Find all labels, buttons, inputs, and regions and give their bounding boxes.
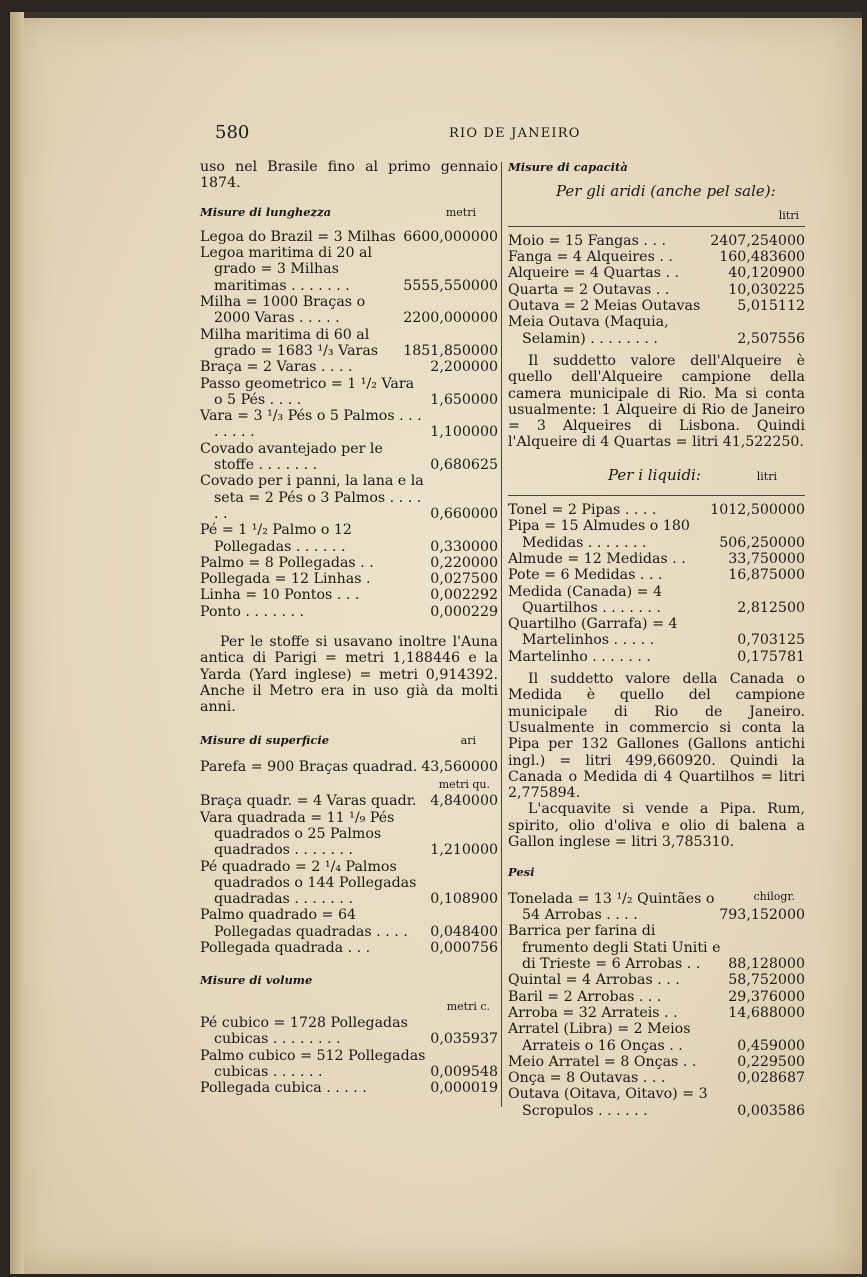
right-column	[508, 159, 805, 1119]
measure-name: Palmo quadrado = 64 Pollegadas quadradas . . . .	[200, 907, 408, 940]
measure-value: 10,030225	[728, 281, 805, 298]
measure-value: 160,483600	[719, 249, 805, 266]
measure-name: Palmo = 8 Pollegadas . .	[200, 554, 374, 571]
unit-label: litri	[778, 208, 799, 222]
measure-name: Milha maritima di 60 al grado = 1683 ¹/₃ Varas	[200, 326, 379, 359]
page-number: 580	[215, 122, 250, 143]
table-row	[508, 518, 805, 551]
measure-name: Legoa maritima di 20 al grado = 3 Milhas maritimas . . . . . . .	[200, 245, 372, 294]
measure-table	[508, 502, 805, 665]
divider	[508, 226, 805, 227]
measure-name: Pipa = 15 Almudes o 180 Medidas . . . . . . .	[508, 518, 690, 551]
measure-value: 0,000019	[430, 1080, 498, 1097]
table-row	[200, 441, 498, 474]
section-heading	[508, 159, 805, 175]
table-row	[200, 604, 498, 620]
note-paragraph: Il suddetto valore della Canada o Medida è quello del campione municipale di Rio de Janeiro. Usualmente in commercio si conta la Pipa per 132 Gallones (Gallons antichi ingl.) = litri 499,660920. Quindi la Canada o Medida di 4 Quartilhos = litri 2,775894.	[508, 671, 805, 802]
section-title: Misure di lunghezza	[200, 204, 332, 219]
table-row	[200, 859, 498, 908]
measure-name: Meio Arratel = 8 Onças . .	[508, 1053, 697, 1070]
measure-table	[508, 233, 805, 347]
table-row	[508, 265, 805, 281]
table-row	[200, 1048, 498, 1081]
table-row	[508, 567, 805, 583]
table-row	[200, 473, 498, 522]
measure-value: 0,028687	[737, 1070, 805, 1087]
table-row	[508, 1005, 805, 1021]
measure-value: 5555,550000	[403, 277, 498, 294]
measure-value: 16,875000	[728, 567, 805, 584]
measure-name: Pollegada cubica . . . . .	[200, 1080, 367, 1097]
table-row	[508, 233, 805, 249]
measure-name: Moio = 15 Fangas . . .	[508, 232, 666, 249]
table-row	[508, 1086, 805, 1119]
measure-value: 1012,500000	[710, 502, 805, 519]
measure-value: 29,376000	[728, 988, 805, 1005]
table-row	[200, 376, 498, 409]
measure-table	[200, 793, 498, 956]
table-row	[200, 810, 498, 859]
measure-name: Medida (Canada) = 4 Quartilhos . . . . . . .	[508, 583, 663, 616]
table-row	[200, 327, 498, 360]
measure-name: Pé cubico = 1728 Pollegadas cubicas . . . . . . . .	[200, 1014, 408, 1048]
measure-value: 0,108900	[430, 891, 498, 908]
measure-value: 0,660000	[430, 505, 498, 522]
table-row	[508, 1070, 805, 1086]
note-paragraph: L'acquavite si vende a Pipa. Rum, spirito, olio d'oliva e olio di balena a Gallon inglese = litri 3,785310.	[508, 801, 805, 850]
table-row	[200, 571, 498, 587]
table-row	[200, 555, 498, 571]
measure-name: Quartilho (Garrafa) = 4 Martelinhos . . . . .	[508, 616, 678, 649]
measure-value: 5,015112	[737, 298, 805, 315]
intro-text: uso nel Brasile fino al primo gennaio 1874.	[200, 159, 498, 192]
table-row	[200, 245, 498, 294]
measure-value: 0,009548	[430, 1063, 498, 1080]
top-edge	[10, 12, 862, 18]
section-title: Misure di superficie	[200, 732, 330, 747]
measure-value: 2407,254000	[710, 232, 805, 249]
measure-name: Outava = 2 Meias Outavas	[508, 298, 701, 315]
measure-name: Barrica per farina di frumento degli Stati Uniti e di Trieste = 6 Arrobas . .	[508, 923, 721, 973]
section-heading	[508, 864, 805, 880]
measure-name: Almude = 12 Medidas . .	[508, 550, 686, 567]
measure-name: Braça quadr. = 4 Varas quadr.	[200, 793, 417, 810]
measure-name: Palmo cubico = 512 Pollegadas cubicas . . . . . .	[200, 1047, 426, 1080]
measure-name: Quintal = 4 Arrobas . . .	[508, 972, 680, 989]
table-row	[200, 759, 498, 775]
table-row	[508, 1054, 805, 1070]
measure-name: Parefa = 900 Braças quadrad.	[200, 758, 418, 775]
table-row	[508, 1021, 805, 1054]
measure-value: 0,035937	[430, 1031, 498, 1048]
unit-label: chilogr.	[753, 889, 795, 903]
table-row	[508, 989, 805, 1005]
measure-value: 14,688000	[728, 1004, 805, 1021]
measure-name: Outava (Oitava, Oitavo) = 3 Scropulos . . . . . .	[508, 1086, 708, 1119]
measure-value: 1,650000	[430, 391, 498, 408]
table-row	[200, 907, 498, 940]
table-row	[200, 229, 498, 245]
table-row	[508, 249, 805, 265]
column-rule	[501, 162, 502, 1107]
measure-table	[200, 229, 498, 620]
subsection-heading	[508, 183, 805, 199]
measure-value: 33,750000	[728, 550, 805, 567]
table-row	[508, 551, 805, 567]
table-row	[508, 972, 805, 988]
section-heading	[200, 972, 498, 988]
table-row	[508, 616, 805, 649]
measure-value: 88,128000	[728, 956, 805, 973]
measure-name: Martelinho . . . . . . .	[508, 648, 651, 665]
section-heading	[200, 732, 498, 749]
measure-name: Alqueire = 4 Quartas . .	[508, 265, 680, 282]
section-title: Pesi	[508, 865, 535, 880]
measure-name: Arratel (Libra) = 2 Meios Arrateis o 16 Onças . .	[508, 1021, 691, 1054]
measure-name: Fanga = 4 Alqueires . .	[508, 249, 673, 266]
table-row	[508, 502, 805, 518]
measure-value: 0,003586	[737, 1102, 805, 1119]
table-row	[508, 584, 805, 617]
unit-label: litri	[756, 469, 777, 483]
measure-value: 0,000756	[430, 940, 498, 957]
table-row	[200, 940, 498, 956]
measure-value: 0,459000	[737, 1037, 805, 1054]
measure-name: Covado avantejado per le stoffe . . . . . . .	[200, 440, 383, 474]
measure-value: 2,200000	[430, 359, 498, 376]
measure-name: Covado per i panni, la lana e la seta = 2 Pés o 3 Palmos . . . . . .	[200, 473, 424, 522]
measure-name: Quarta = 2 Outavas . .	[508, 281, 670, 298]
section-heading	[200, 204, 498, 221]
measure-name: Braça = 2 Varas . . . .	[200, 359, 353, 376]
measure-name: Arroba = 32 Arrateis . .	[508, 1004, 678, 1021]
measure-value: 0,002292	[430, 587, 498, 604]
table-row	[508, 298, 805, 314]
table-row	[200, 1015, 498, 1048]
measure-value: 0,048400	[430, 923, 498, 940]
measure-value: 0,703125	[737, 632, 805, 649]
measure-name: Passo geometrico = 1 ¹/₂ Vara o 5 Pés . . . .	[200, 375, 415, 408]
binding-edge	[10, 12, 24, 1274]
measure-name: Ponto . . . . . . .	[200, 603, 305, 620]
measure-value: 2,507556	[737, 330, 805, 347]
subsection-heading	[508, 467, 805, 485]
table-row	[508, 923, 805, 972]
table-row	[200, 408, 498, 441]
measure-name: Pote = 6 Medidas . . .	[508, 567, 663, 584]
measure-value: 0,175781	[737, 648, 805, 665]
measure-name: Pollegada = 12 Linhas .	[200, 571, 371, 588]
measure-name: Pé quadrado = 2 ¹/₄ Palmos quadrados o 144 Pollegadas quadradas . . . . . . .	[200, 858, 417, 908]
unit-label: ari	[460, 733, 476, 747]
measure-value: 506,250000	[719, 534, 805, 551]
measure-value: 2200,000000	[403, 310, 498, 327]
unit-label: metri qu.	[438, 778, 490, 792]
measure-name: Milha = 1000 Braças o 2000 Varas . . . . .	[200, 294, 366, 327]
divider	[508, 495, 805, 496]
section-title: Misure di capacità	[508, 160, 628, 174]
measure-value: 0,229500	[737, 1053, 805, 1070]
table-row	[508, 649, 805, 665]
measure-name: Vara quadrada = 11 ¹/₉ Pés quadrados o 25 Palmos quadrados . . . . . . .	[200, 809, 395, 859]
measure-name: Tonel = 2 Pipas . . . .	[508, 502, 657, 519]
table-row	[200, 793, 498, 809]
measure-value: 1851,850000	[403, 342, 498, 359]
table-row	[508, 314, 805, 347]
measure-name: Meia Outava (Maquia, Selamin) . . . . . . . .	[508, 314, 669, 347]
measure-value: 1,210000	[430, 842, 498, 859]
unit-label: metri c.	[446, 999, 490, 1013]
measure-name: Pollegada quadrada . . .	[200, 940, 371, 957]
measure-table	[508, 891, 805, 1119]
subsection-title: Per gli aridi (anche pel sale):	[556, 182, 776, 201]
left-column	[200, 159, 498, 1096]
measure-name: Onça = 8 Outavas . . .	[508, 1070, 666, 1087]
table-row	[200, 587, 498, 603]
measure-value: 0,330000	[430, 538, 498, 555]
measure-table	[200, 1015, 498, 1096]
measure-value: 0,027500	[430, 571, 498, 588]
measure-value: 0,000229	[430, 603, 498, 620]
note-paragraph: Per le stoffe si usavano inoltre l'Auna antica di Parigi = metri 1,188446 e la Yarda (Yard inglese) = metri 0,914392. Anche il Metro era in uso già da molti anni.	[200, 634, 498, 716]
measure-name: Tonelada = 13 ¹/₂ Quintães o 54 Arrobas . . . .	[508, 890, 715, 924]
measure-name: Legoa do Brazil = 3 Milhas	[200, 228, 396, 245]
subsection-title: Per i liquidi:	[608, 465, 701, 484]
measure-value: 43,560000	[421, 758, 498, 775]
measure-value: 0,220000	[430, 554, 498, 571]
book-page	[10, 12, 862, 1274]
measure-value: 58,752000	[728, 972, 805, 989]
running-title: RIO DE JANEIRO	[449, 126, 581, 141]
table-row	[200, 294, 498, 327]
table-row	[200, 359, 498, 375]
table-row	[200, 522, 498, 555]
section-title: Misure di volume	[200, 973, 313, 988]
measure-value: 793,152000	[719, 907, 805, 924]
note-paragraph: Il suddetto valore dell'Alqueire è quello dell'Alqueire campione della camera municipale di Rio. Ma si conta usualmente: 1 Alqueire di Rio de Janeiro = 3 Alqueires di Lisbona. Quindi l'Alqueire di 4 Quartas = litri 41,522250.	[508, 352, 805, 451]
unit-label: metri	[445, 205, 476, 219]
measure-value: 40,120900	[728, 265, 805, 282]
table-row	[508, 282, 805, 298]
measure-name: Pé = 1 ¹/₂ Palmo o 12 Pollegadas . . . . . .	[200, 522, 352, 555]
measure-name: Vara = 3 ¹/₃ Pés o 5 Palmos . . . . . . . .	[200, 408, 422, 441]
measure-value: 2,812500	[737, 599, 805, 616]
measure-value: 1,100000	[430, 424, 498, 441]
measure-value: 4,840000	[430, 793, 498, 810]
measure-value: 6600,000000	[403, 228, 498, 245]
table-row	[200, 1080, 498, 1096]
measure-name: Baril = 2 Arrobas . . .	[508, 988, 662, 1005]
measure-value: 0,680625	[430, 457, 498, 474]
measure-name: Linha = 10 Pontos . . .	[200, 587, 360, 604]
